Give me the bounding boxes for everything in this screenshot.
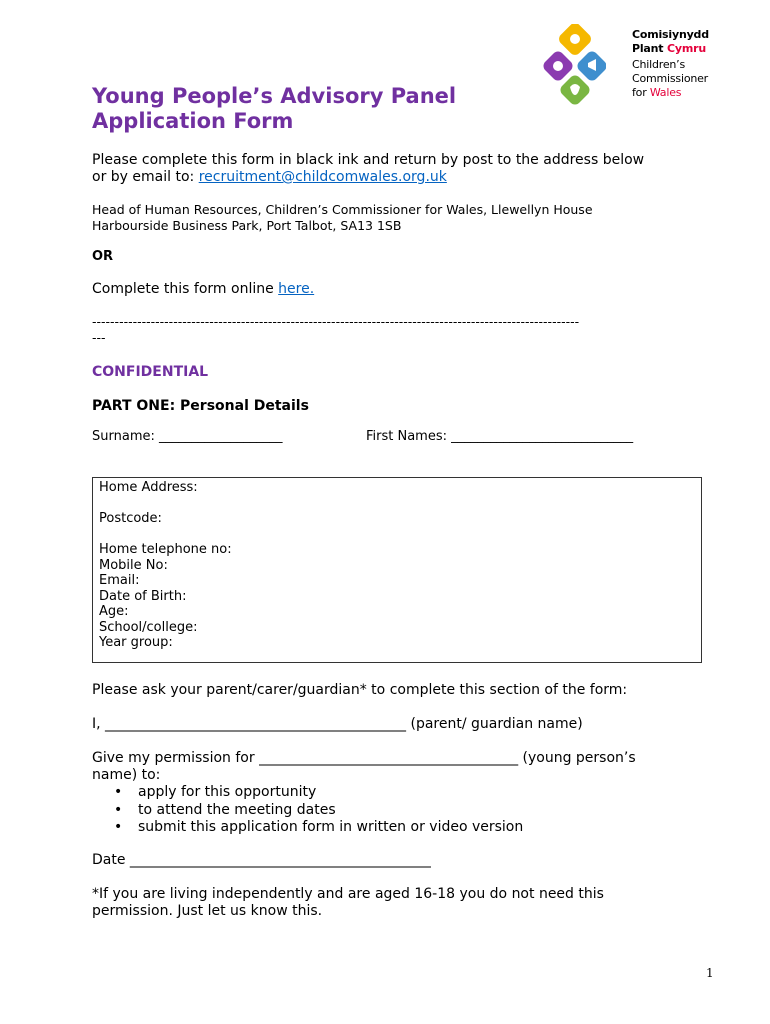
age-label[interactable]: Age: bbox=[99, 604, 129, 619]
email-label[interactable]: Email: bbox=[99, 573, 140, 588]
first-names-field[interactable]: First Names: ____________________________ bbox=[366, 429, 634, 444]
logo-line-2 bbox=[632, 42, 709, 56]
logo-cymru: Cymru bbox=[666, 42, 706, 55]
address-line-2: Harbourside Business Park, Port Talbot, SA13 1SB bbox=[92, 218, 402, 233]
date-of-birth-label[interactable]: Date of Birth: bbox=[99, 588, 187, 604]
part-one-heading: PART ONE: Personal Details bbox=[92, 398, 309, 414]
school-college-label[interactable]: School/college: bbox=[99, 619, 198, 635]
footnote-line-1: *If you are living independently and are aged 16-18 you do not need this bbox=[92, 886, 604, 902]
logo-wales: Wales bbox=[649, 86, 682, 99]
footnote-line-2: permission. Just let us know this. bbox=[92, 903, 323, 919]
parent-intro: Please ask your parent/carer/guardian* to complete this section of the form: bbox=[92, 682, 628, 698]
home-address-label[interactable]: Home Address: bbox=[99, 480, 198, 495]
email-link[interactable]: recruitment@childcomwales.org.uk bbox=[198, 169, 447, 185]
divider-line-2: --- bbox=[92, 330, 106, 345]
title-line-1: Young People’s Advisory Panel bbox=[92, 84, 457, 108]
page-title bbox=[92, 84, 456, 134]
list-item: • submit this application form in written or video version bbox=[92, 819, 712, 837]
home-telephone-label[interactable]: Home telephone no: bbox=[99, 542, 232, 557]
logo-line-4: Commissioner bbox=[632, 72, 709, 85]
commissioner-logo bbox=[540, 24, 720, 108]
parent-name-field[interactable]: I, ___________________________________________ (parent/ guardian name) bbox=[92, 716, 583, 732]
blank-line bbox=[99, 527, 695, 543]
intro-prefix: or by email to: bbox=[92, 169, 199, 185]
online-prefix: Complete this form online bbox=[92, 281, 279, 297]
permission-list bbox=[92, 784, 712, 837]
address-line-1: Head of Human Resources, Children’s Commissioner for Wales, Llewellyn House bbox=[92, 202, 593, 217]
list-item: • apply for this opportunity bbox=[92, 784, 712, 802]
title-line-2: Application Form bbox=[92, 109, 294, 133]
blank-line bbox=[99, 496, 695, 512]
surname-field[interactable]: Surname: ___________________ bbox=[92, 429, 283, 444]
date-field[interactable]: Date ___________________________________________ bbox=[92, 852, 431, 868]
mobile-label[interactable]: Mobile No: bbox=[99, 557, 168, 573]
logo-wordmark bbox=[632, 28, 709, 100]
logo-line-3: Children’s bbox=[632, 58, 685, 71]
year-group-label[interactable]: Year group: bbox=[99, 635, 173, 650]
logo-line-5 bbox=[632, 86, 709, 100]
confidential-heading: CONFIDENTIAL bbox=[92, 364, 209, 380]
personal-details-box bbox=[92, 477, 702, 663]
online-form-link[interactable]: here. bbox=[278, 281, 315, 297]
online-line bbox=[92, 281, 314, 298]
logo-for: for bbox=[632, 86, 650, 99]
logo-line-1: Comisiynydd bbox=[632, 28, 709, 41]
permission-line-1[interactable]: Give my permission for _____________________________________ (young person’s bbox=[92, 750, 636, 766]
postcode-label[interactable]: Postcode: bbox=[99, 511, 162, 526]
or-label: OR bbox=[92, 249, 114, 264]
logo-plant: Plant bbox=[632, 42, 667, 55]
intro-line-1: Please complete this form in black ink and return by post to the address below bbox=[92, 152, 645, 168]
list-item: • to attend the meeting dates bbox=[92, 802, 712, 820]
divider-line-1: ------------------------------------------------------------------------------------------------------------ bbox=[92, 314, 580, 329]
permission-line-2: name) to: bbox=[92, 767, 161, 783]
logo-hands-icon bbox=[540, 24, 606, 108]
intro-line-2 bbox=[92, 169, 447, 186]
page-number: 1 bbox=[706, 966, 714, 980]
